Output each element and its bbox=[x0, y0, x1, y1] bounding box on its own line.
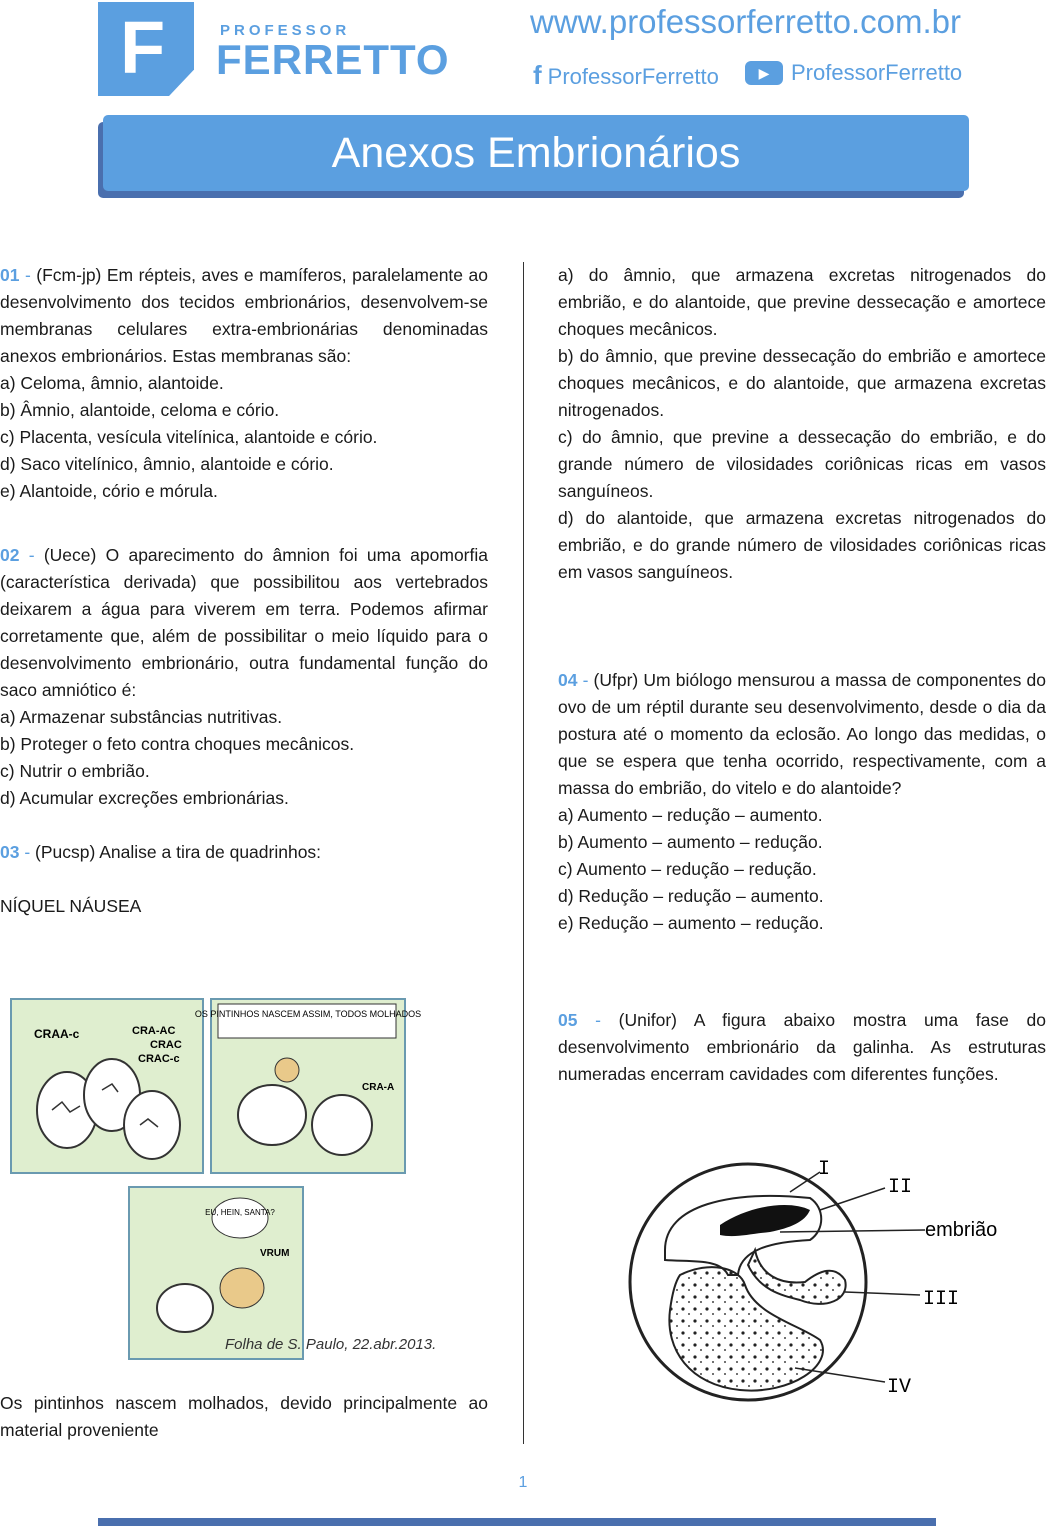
comic-panel-1 bbox=[10, 998, 204, 1174]
right-column bbox=[558, 262, 1046, 1088]
label-II: II bbox=[888, 1176, 913, 1199]
question-03-continuation: Os pintinhos nascem molhados, devido principalmente ao material proveniente bbox=[0, 1393, 488, 1440]
option-b: b) Aumento – aumento – redução. bbox=[558, 832, 823, 852]
label-III: III bbox=[923, 1288, 960, 1311]
facebook-link[interactable] bbox=[533, 60, 719, 91]
question-text: (Pucsp) Analise a tira de quadrinhos: bbox=[35, 842, 322, 862]
option-c: c) Nutrir o embrião. bbox=[0, 761, 150, 781]
option-a: a) do âmnio, que armazena excretas nitrogenados do embrião, e do alantoide, que previne dessecação e amortece choques mecânicos. bbox=[558, 265, 1046, 339]
brand-ferretto: FERRETTO bbox=[216, 36, 450, 83]
page-number: 1 bbox=[518, 1474, 528, 1491]
label-IV: IV bbox=[887, 1376, 912, 1399]
option-d: d) Acumular excreções embrionárias. bbox=[0, 788, 289, 808]
left-column bbox=[0, 262, 488, 920]
question-dash: - bbox=[24, 265, 31, 285]
website-link[interactable]: www.professorferretto.com.br bbox=[530, 3, 961, 40]
logo-letter: F bbox=[120, 6, 166, 89]
question-04 bbox=[558, 667, 1046, 802]
comic-credit: Folha de S. Paulo, 22.abr.2013. bbox=[225, 1336, 437, 1353]
question-number: 03 bbox=[0, 842, 20, 862]
option-b: b) do âmnio, que previne dessecação do embrião e amortece choques mecânicos, e do alantoide, que armazena excretas nitrogenados. bbox=[558, 346, 1046, 420]
sfx-text: CRA-AC bbox=[132, 1025, 176, 1037]
facebook-icon: f bbox=[533, 60, 542, 90]
sfx-text: CRA-A bbox=[362, 1082, 395, 1093]
label-I: I bbox=[818, 1158, 831, 1181]
question-number: 04 bbox=[558, 670, 578, 690]
comic-panel-2 bbox=[194, 998, 422, 1174]
embryo-figure bbox=[620, 1150, 1020, 1410]
label-embryo: embrião bbox=[925, 1219, 998, 1241]
sfx-text: CRAC-c bbox=[138, 1053, 180, 1065]
question-03 bbox=[0, 839, 488, 866]
option-a: a) Armazenar substâncias nutritivas. bbox=[0, 707, 283, 727]
comic-panel-3 bbox=[128, 1186, 304, 1360]
question-number: 01 bbox=[0, 265, 20, 285]
option-b: b) Proteger o feto contra choques mecânicos. bbox=[0, 734, 355, 754]
option-a: a) Aumento – redução – aumento. bbox=[558, 805, 823, 825]
option-d: d) Redução – redução – aumento. bbox=[558, 886, 824, 906]
option-e: e) Redução – aumento – redução. bbox=[558, 913, 824, 933]
youtube-play-icon: ▶ bbox=[745, 61, 783, 85]
option-c: c) Aumento – redução – redução. bbox=[558, 859, 817, 879]
brand-professor: PROFESSOR bbox=[220, 22, 351, 39]
panel-caption: OS PINTINHOS NASCEM ASSIM, TODOS MOLHADOS bbox=[194, 1009, 422, 1019]
column-divider bbox=[523, 262, 524, 1444]
question-dash: - bbox=[582, 670, 589, 690]
comic-title: NÍQUEL NÁUSEA bbox=[0, 896, 142, 916]
question-01 bbox=[0, 262, 488, 370]
question-text: (Ufpr) Um biólogo mensurou a massa de componentes do ovo de um réptil durante seu desenvolvimento, desde o dia da postura até o momento da eclosão. Ao longo das medidas, o que se espera que tenha ocorrido, respectivamente, com a massa do embrião, do vitelo e do alantoide? bbox=[558, 670, 1046, 798]
question-05 bbox=[558, 1007, 1046, 1088]
option-d: d) Saco vitelínico, âmnio, alantoide e cório. bbox=[0, 454, 334, 474]
option-b: b) Âmnio, alantoide, celoma e cório. bbox=[0, 400, 280, 420]
facebook-handle: ProfessorFerretto bbox=[547, 64, 719, 89]
youtube-handle: ProfessorFerretto bbox=[791, 60, 963, 85]
option-c: c) do âmnio, que previne a dessecação do embrião, e do grande número de vilosidades coriônicas ricas em vasos sanguíneos. bbox=[558, 427, 1046, 501]
option-a: a) Celoma, âmnio, alantoide. bbox=[0, 373, 224, 393]
chicks-hatching-illustration bbox=[194, 1000, 422, 1172]
question-02 bbox=[0, 542, 488, 704]
question-text: (Unifor) A figura abaixo mostra uma fase do desenvolvimento embrionário da galinha. As estruturas numeradas encerram cavidades com diferentes funções. bbox=[558, 1010, 1046, 1084]
option-d: d) do alantoide, que armazena excretas nitrogenados do embrião, e do grande número de vilosidades coriônicas ricas em vasos sanguíneos. bbox=[558, 508, 1046, 582]
question-dash: - bbox=[595, 1010, 601, 1030]
question-text: (Uece) O aparecimento do âmnion foi uma apomorfia (característica derivada) que possibilitou aos vertebrados deixarem a água para viverem em terra. Podemos afirmar corretamente que, além de possibilitar o meio líquido para o desenvolvimento embrionário, outra fundamental função do saco amniótico é: bbox=[0, 545, 488, 700]
chicks-leaving-illustration bbox=[130, 1188, 302, 1358]
footer-bar bbox=[98, 1518, 936, 1526]
sfx-text: CRAA-c bbox=[34, 1027, 80, 1041]
question-number: 05 bbox=[558, 1010, 578, 1030]
speech-balloon: EU, HEIN, SANTA? bbox=[205, 1208, 275, 1217]
sfx-text: CRAC bbox=[150, 1039, 182, 1051]
eggs-illustration bbox=[12, 1000, 202, 1172]
question-dash: - bbox=[28, 545, 35, 565]
question-number: 02 bbox=[0, 545, 20, 565]
option-e: e) Alantoide, cório e mórula. bbox=[0, 481, 218, 501]
question-dash: - bbox=[24, 842, 31, 862]
option-c: c) Placenta, vesícula vitelínica, alantoide e cório. bbox=[0, 427, 378, 447]
sfx-text: VRUM bbox=[260, 1248, 290, 1259]
comic-strip bbox=[10, 998, 430, 1356]
question-text: (Fcm-jp) Em répteis, aves e mamíferos, paralelamente ao desenvolvimento dos tecidos embrionários, desenvolvem-se membranas celulares extra-embrionárias denominadas anexos embrionários. Estas membranas são: bbox=[0, 265, 488, 366]
youtube-link[interactable] bbox=[745, 60, 962, 86]
page-title: Anexos Embrionários bbox=[103, 115, 969, 191]
